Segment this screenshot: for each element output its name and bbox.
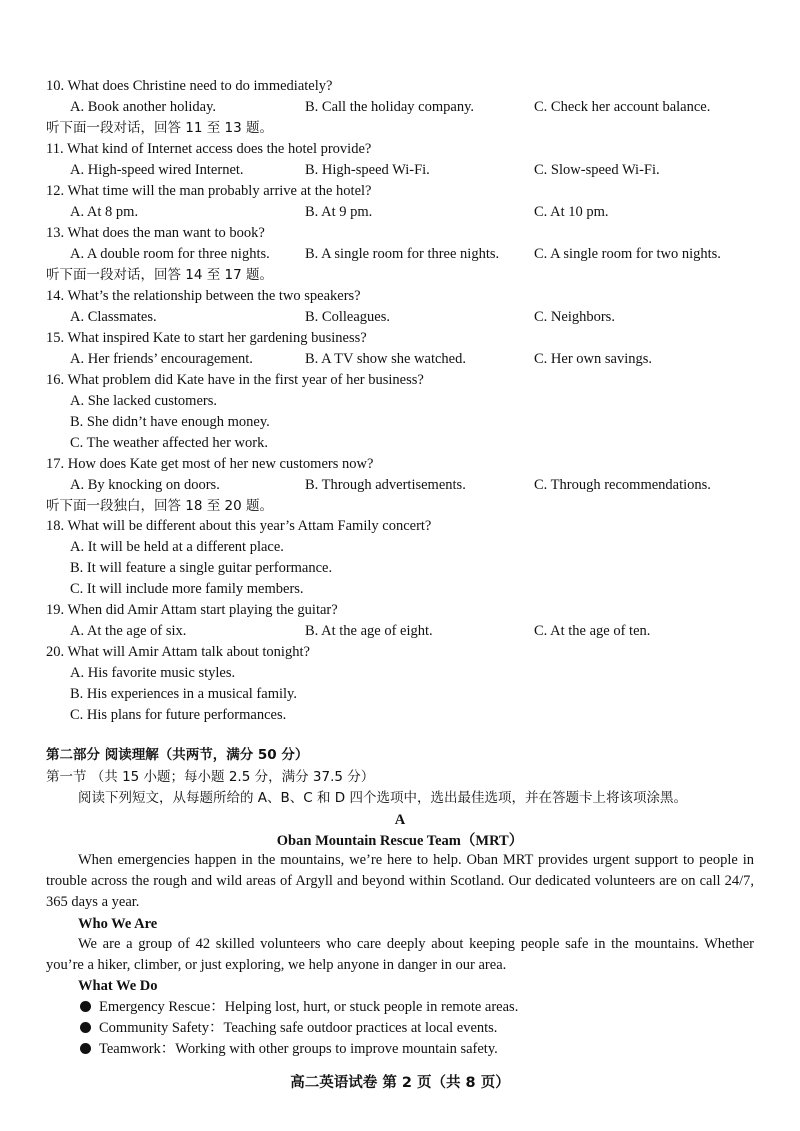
page-footer: 高二英语试卷 第 2 页（共 8 页） [290,1075,510,1091]
bullet-label: Teamwork： [99,1041,176,1057]
bullet-icon [80,1022,91,1033]
bullet-item [80,1018,497,1038]
question-19-option-c: C. At the age of ten. [534,623,651,639]
question-16-option-c: C. The weather affected her work. [70,435,268,451]
who-we-are-text: We are a group of 42 skilled volunteers who care deeply about keeping people safe in the mountains. Whether you’re a hiker, climber, or just exploring, we help anyone in danger in our area. [46,936,754,973]
question-13-option-a: A. A double room for three nights. [70,246,270,262]
passage-intro-text: When emergencies happen in the mountains, we’re here to help. Oban MRT provides urgent support to people in trouble across the rough and wild areas of Argyll and beyond within Scotland. Our dedicated volunteers are on call 24/7, 365 days a year. [46,852,754,910]
question-16-stem: 16. What problem did Kate have in the first year of her business? [46,372,424,388]
bullet-text: Teaching safe outdoor practices at local events. [223,1020,498,1036]
bullet-text: Working with other groups to improve mountain safety. [175,1041,498,1057]
part2-directions: 阅读下列短文，从每题所给的 A、B、C 和 D 四个选项中，选出最佳选项，并在答题卡上将该项涂黑。 [78,790,687,806]
question-17-option-a: A. By knocking on doors. [70,477,220,493]
question-15-stem: 15. What inspired Kate to start her gardening business? [46,330,367,346]
question-15-option-a: A. Her friends’ encouragement. [70,351,253,367]
question-14-option-a: A. Classmates. [70,309,157,325]
bullet-item [80,1039,498,1059]
question-18-option-b: B. It will feature a single guitar performance. [70,560,333,576]
passage-title: Oban Mountain Rescue Team（MRT） [276,833,524,849]
question-12-option-a: A. At 8 pm. [70,204,139,220]
question-15-option-c: C. Her own savings. [534,351,653,367]
bullet-text: Helping lost, hurt, or stuck people in remote areas. [224,999,519,1015]
question-11-option-c: C. Slow-speed Wi-Fi. [534,162,660,178]
question-15-option-b: B. A TV show she watched. [305,351,466,367]
question-14-option-b: B. Colleagues. [305,309,390,325]
question-10-option-b: B. Call the holiday company. [305,99,475,115]
instruction-11-13: 听下面一段对话，回答 11 至 13 题。 [46,120,274,136]
question-11-option-b: B. High-speed Wi-Fi. [305,162,430,178]
question-11-option-a: A. High-speed wired Internet. [70,162,244,178]
question-20-option-c: C. His plans for future performances. [70,707,287,723]
question-17-option-c: C. Through recommendations. [534,477,711,493]
question-10-stem: 10. What does Christine need to do immediately? [46,78,333,94]
what-we-do-heading: What We Do [78,978,158,994]
question-14-stem: 14. What’s the relationship between the two speakers? [46,288,361,304]
passage-intro [46,850,754,913]
question-16-option-a: A. She lacked customers. [70,393,217,409]
question-12-stem: 12. What time will the man probably arrive at the hotel? [46,183,372,199]
question-18-option-a: A. It will be held at a different place. [70,539,284,555]
who-we-are-heading: Who We Are [78,916,158,932]
bullet-label: Emergency Rescue： [99,999,225,1015]
question-13-stem: 13. What does the man want to book? [46,225,265,241]
question-19-option-a: A. At the age of six. [70,623,187,639]
question-14-option-c: C. Neighbors. [534,309,615,325]
bullet-label: Community Safety： [99,1020,224,1036]
question-12-option-b: B. At 9 pm. [305,204,373,220]
question-10-option-a: A. Book another holiday. [70,99,217,115]
question-16-option-b: B. She didn’t have enough money. [70,414,270,430]
question-17-option-b: B. Through advertisements. [305,477,466,493]
question-19-stem: 19. When did Amir Attam start playing the guitar? [46,602,338,618]
question-10-option-c: C. Check her account balance. [534,99,711,115]
question-13-option-b: B. A single room for three nights. [305,246,500,262]
question-20-option-b: B. His experiences in a musical family. [70,686,297,702]
question-13-option-c: C. A single room for two nights. [534,246,721,262]
bullet-item [80,997,518,1017]
question-18-stem: 18. What will be different about this year’s Attam Family concert? [46,518,432,534]
question-11-stem: 11. What kind of Internet access does the hotel provide? [46,141,372,157]
question-20-option-a: A. His favorite music styles. [70,665,236,681]
bullet-icon [80,1043,91,1054]
question-19-option-b: B. At the age of eight. [305,623,433,639]
part2-section1: 第一节 （共 15 小题；每小题 2.5 分，满分 37.5 分） [46,769,375,785]
question-20-stem: 20. What will Amir Attam talk about tonight? [46,644,310,660]
question-18-option-c: C. It will include more family members. [70,581,304,597]
instruction-18-20: 听下面一段独白，回答 18 至 20 题。 [46,498,274,514]
question-12-option-c: C. At 10 pm. [534,204,609,220]
bullet-icon [80,1001,91,1012]
who-we-are-paragraph [46,934,754,976]
passage-letter: A [394,812,406,828]
part2-heading: 第二部分 阅读理解（共两节，满分 50 分） [46,747,309,763]
question-17-stem: 17. How does Kate get most of her new customers now? [46,456,374,472]
instruction-14-17: 听下面一段对话，回答 14 至 17 题。 [46,267,274,283]
